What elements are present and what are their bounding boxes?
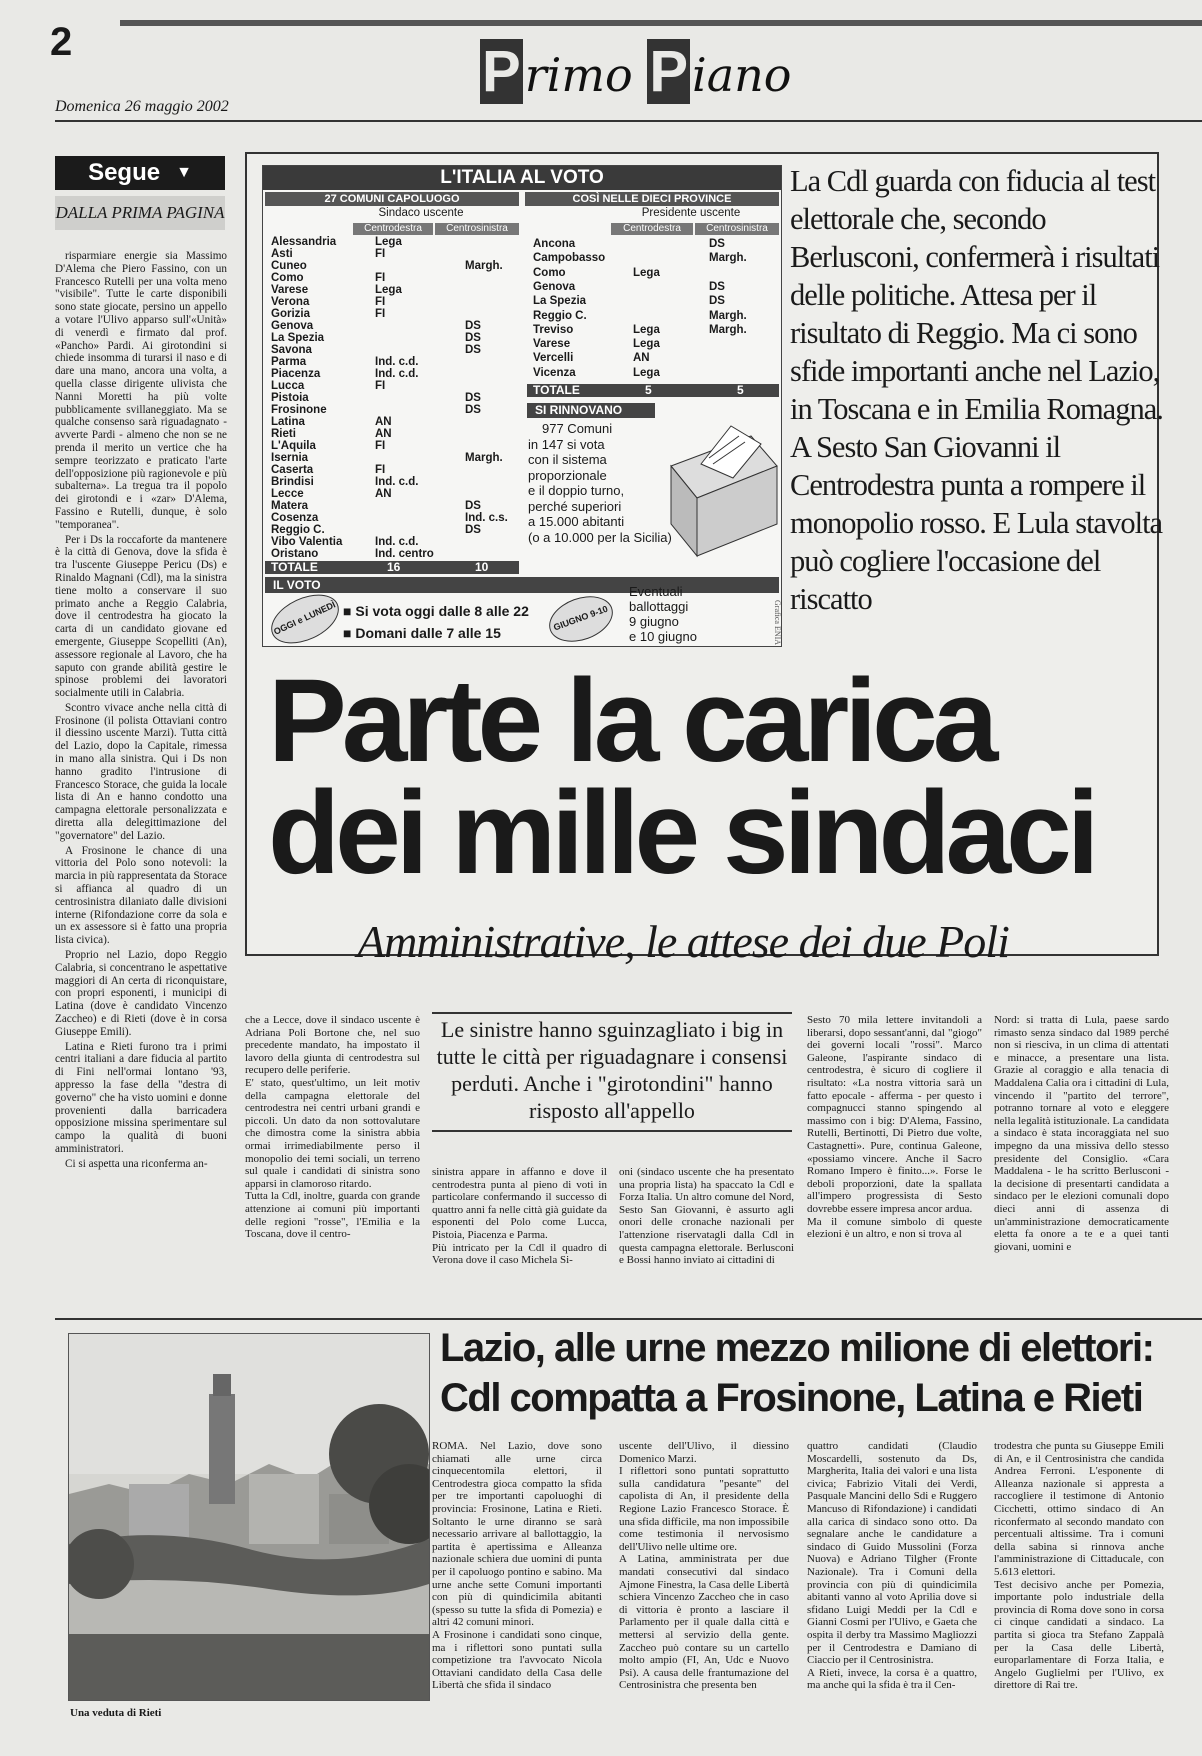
sidebar-paragraph: Latina e Rieti furono tra i primi centri italiani a dare fiducia al partito di Fini nell'ormai lontano '93, appresso la fase della "destra di governo" che ha visto uomini e donne provenienti dalla barricadera opposizione missina sperimentare sul campo la qualità di buoni amministratori. [55,1040,227,1155]
bottom-headline [440,1323,1180,1423]
article-column-2: sinistra appare in affanno e dove il centrodestra punta al pieno di voti in particolare confermando il successo di quattro anni fa nelle città già guidate da esponenti del Polo come Lucca, Pistoia, Piacenza e Parma. Più intricato per la Cdl il quadro di Verona dove il caso Michela Si- [432,1166,607,1267]
capoluogo-row [271,345,519,356]
capoluogo-city: Pistoia [271,392,309,404]
capoluogo-row [271,513,519,524]
capoluogo-row [271,477,519,488]
section-initial-1: P [482,39,521,104]
ballot-box-icon [661,406,779,566]
vote-today: ■ Si vota oggi dalle 8 alle 22 [343,603,529,619]
sidebar-paragraph: risparmiare energie sia Massimo D'Alema che Piero Fassino, con un Francesco Rutelli per una volta meno "visibile". Tutte le carte disponibili sono state giocate, persino un appello a votare l'Ulivo apparso sull'«Unità» di venerdì e firmato dal prof. «Pancho» Pardi. Ai girotondini si chiede insomma di turarsi il naso e di dare una mano, ancora una volta, a quella classe dirigente ulivista che Nanni Moretti ha più volte pubblicamente svillaneggiato. Ma se qualche consenso sarà riguadagnato - avverte Pardi - almeno che non se ne prenda il merito un vertice che ha sempre teorizzato e praticato l'arte dell'opposizione più ragionevole e più subalterna». La tregua tra il popolo dei girotondi e i «zar» D'Alema, Fassino e Rutelli, dunque, è solo "temporanea". [55,250,227,531]
sidebar-paragraph: Proprio nel Lazio, dopo Reggio Calabria, si concentrano le aspettative maggiori di An certa di riconquistare, con propri esponenti, i municipi di Latina (dove è candidato Vincenzo Zaccheo) e di Rieti (dove è in corsa Giuseppe Emili). [55,949,227,1038]
province-prov: Vicenza [533,366,576,379]
province-row [533,239,779,250]
capoluogo-sub: Sindaco uscente [378,207,464,219]
article-column-1: che a Lecce, dove il sindaco uscente è Adriana Poli Bortone che, nel suo precedente mandato, ha impostato il lavoro della giunta di centrodestra sul recupero delle periferie. E' stato, quest'ultimo, un leit motiv della campagna elettorale del centrodestra nei centri urbani grandi e piccoli. Un dato da non sottovalutare che dimostra come la sinistra abbia ormai irrimediabilmente perso il monopolio dei temi sociali, un terreno sul quale i candidati di sinistra sono apparsi in clamoroso ritardo. Tutta la Cdl, inoltre, guarda con grande attenzione ai comuni più importanti delle regioni "rosse", l'Emilia e la Toscana, dove il centro- [245,1014,420,1241]
sidebar-article [55,250,227,1275]
capoluogo-cd: Ind. c.d. [375,476,419,488]
rinnovano-line: a 15.000 abitanti [528,514,625,529]
province-row [533,311,779,322]
segue-banner [55,156,225,190]
province-cs: DS [709,280,725,293]
capoluogo-row [271,297,519,308]
capoluogo-city: Lecce [271,488,304,500]
il-voto-header: IL VOTO [265,577,779,593]
rinnovano-line: 977 Comuni [542,421,613,436]
province-cd: Lega [633,323,660,336]
triangle-down-icon: ▼ [176,164,192,181]
province-prov: Genova [533,280,576,293]
province-row [533,325,779,336]
capoluogo-city: Verona [271,296,310,308]
rieti-photo-image [69,1334,429,1700]
capoluogo-row [271,537,519,548]
capoluogo-city: Savona [271,344,312,356]
capoluogo-cs: DS [465,344,481,356]
capoluogo-city: Como [271,272,304,284]
province-prov: Vercelli [533,352,574,365]
capoluogo-city: Cuneo [271,260,307,272]
province-row [533,296,779,307]
dalla-prima-label: DALLA PRIMA PAGINA [55,196,225,230]
capoluogo-header: 27 COMUNI CAPOLUOGO [265,192,519,206]
section-rest-1: rimo [524,48,648,102]
ballottaggi-line: Eventuali [629,584,683,599]
capoluogo-cd: FI [375,308,386,320]
province-header: COSÌ NELLE DIECI PROVINCE [525,192,779,206]
capoluogo-cd: Lega [375,236,402,248]
capoluogo-city: Brindisi [271,476,314,488]
headline-line-1: Parte la carica [268,655,994,787]
issue-date: Domenica 26 maggio 2002 [55,98,229,115]
capoluogo-cd: Ind. centro [375,548,434,560]
bottom-column-4: trodestra che punta su Giuseppe Emili di An, e il Centrosinistra che candida Andrea Ferroni. L'esponente di Alleanza nazionale si appresta a raccogliere il testimone di Antonio Cicchetti, ottimo sindaco di An riconfermato al secondo mandato con percentuali altissime. Tra i comuni della sabina si rinnova anche l'amministrazione di Cittaducale, con 5.613 elettori. Test decisivo anche per Pomezia, importante polo industriale della provincia di Roma dove sono in corsa ci cinque candidati a sindaco. La partita si gioca tra Stefano Zappalà per la Casa delle Libertà, europarlamentare di Forza Italia, e Angelo Guglielmi per l'Ulivo, ex direttore di Rai tre. [994,1440,1164,1692]
capoluogo-cd: FI [375,248,386,260]
capoluogo-row [271,441,519,452]
capoluogo-row [271,321,519,332]
capoluogo-row [271,429,519,440]
section-title [480,38,791,105]
top-rule [120,20,1202,26]
capoluogo-cd: Ind. c.d. [375,356,419,368]
capoluogo-cs: DS [465,392,481,404]
capoluogo-row [271,285,519,296]
capoluogo-row [271,453,519,464]
capoluogo-city: Matera [271,500,309,512]
capoluogo-cs: Margh. [465,452,503,464]
main-headline [268,655,1168,899]
capoluogo-cs: Ind. c.s. [465,512,508,524]
voto-infographic [262,165,782,647]
article-column-5: Nord: si tratta di Lula, paese sardo rimasto senza sindaco dal 1989 perché non si riesciva, in un clima di attentati e minacce, a presentare una lista. Grazie al coraggio e alla tenacia di Maddalena Calia ora i cittadini di Lula, vincendo il "partito del terrore", potranno tornare al voto e eleggere nella legalità istituzionale. La candidata a sindaco è stata incoraggiata nel suo impegno da una missiva dello stesso presidente del Consiglio. «Cara Maddalena - le ha scritto Berlusconi - la decisione di presentarti candidata a sindaco per le elezioni comunali dopo dieci anni di assenza di un'amministrazione democraticamente eletta fa onore a te e a quei tanti giovani, uomini e [994,1014,1169,1253]
sidebar-paragraph: Per i Ds la roccaforte da mantenere è la città di Genova, dove la sfida è tra l'uscente Giuseppe Pericu (Ds) e Rinaldo Magnani (Cdl), ma la sinistra tiene molto a conservare il suo primato anche a Reggio Calabria, dove il centrodestra ha giocato la carta di un candidato giovane ed emergente, Giuseppe Scopelliti (An), assessore regionale al Lavoro, che ha saputo con grande abilità gestire le spinose problemi dei lavoratori socialmente utili in Calabria. [55,533,227,700]
rinnovano-line: proporzionale [528,467,607,483]
capoluogo-row [271,501,519,512]
vote-tomorrow-text: Domani dalle 7 alle 15 [355,625,501,641]
province-cs: Margh. [709,309,747,322]
province-row [533,282,779,293]
capoluogo-city: Gorizia [271,308,310,320]
bottom-column-3: quattro candidati (Claudio Moscardelli, sostenuto da Ds, Margherita, Italia dei valori e una lista civica; Fabrizio Vitali dei Verdi, Pasquale Mancini dello Sdi e Ruggero Mancuso di Rifondazione) i candidati alla carica di sindaco sono otto. Da segnalare anche le candidature a sindaco di Guido Mussolini (Forza Nuova) e Adriano Tilgher (Fronte Nazionale). Tra i Comuni della provincia con più di quindicimila abitanti vanno al voto Aprilia dove si sfidano Luigi Meddi per la Cdl e Gianni Cosmi per l'Ulivo, e Gaeta che ospita il derby tra Massimo Magliozzi per il Centrodestra e Damiano di Ciaccio per il Centrosinistra. A Rieti, invece, la corsa è a quattro, ma anche qui la sfida è tra il Cen- [807,1440,977,1692]
oggi-badge: OGGI e LUNEDÌ [263,585,346,653]
col-centrosinistra-prov: Centrosinistra [695,223,779,235]
total-cd: 5 [645,383,652,397]
capoluogo-row [271,393,519,404]
capoluogo-city: Oristano [271,548,319,560]
capoluogo-city: Lucca [271,380,305,392]
capoluogo-cd: FI [375,272,386,284]
col-centrodestra: Centrodestra [353,223,433,235]
capoluogo-cd: AN [375,488,392,500]
province-cd: Lega [633,266,660,279]
province-prov: Ancona [533,238,576,250]
capoluogo-cd: Lega [375,284,402,296]
total-label: TOTALE [533,383,580,397]
capoluogo-city: Asti [271,248,293,260]
infographic-title: L'ITALIA AL VOTO [263,166,781,190]
bottom-headline-line-2: Cdl compatta a Frosinone, Latina e Rieti [440,1376,1143,1420]
capoluogo-row [271,309,519,320]
vote-today-text: Si vota oggi dalle 8 alle 22 [355,603,529,619]
quote-rule-top [432,1012,792,1014]
capoluogo-cd: Ind. c.d. [375,536,419,548]
capoluogo-row [271,249,519,260]
capoluogo-cs: DS [465,404,481,416]
capoluogo-city: Alessandria [271,236,337,248]
ballottaggi [629,584,697,644]
capoluogo-city: Rieti [271,428,296,440]
article-column-4: Sesto 70 mila lettere invitandoli a liberarsi, dopo sessant'anni, dal "giogo" dei governi locali "rossi". Marco Galeone, l'aspirante sindaco di centrodestra, è sicuro di cogliere il risultato: «La nostra vittoria sarà un fatto epocale - afferma - per questo i compagnucci stanno spingendo al massimo con i big: D'Alema, Fassino, Rutelli, Bertinotti, Di Pietro due volte, Castagnetti». Pure, continua Galeone, «possiamo vincere. Anche il Sacro Romano Impero è finito...». Forse le deboli proporzioni, date la spallata all'impero progressista di Sesto dovrebbe essere impresa ancor ardua. Ma il comune simbolo di queste elezioni è un altro, e non si trova al [807,1014,982,1241]
province-prov: Reggio C. [533,309,587,322]
bottom-headline-line-1: Lazio, alle urne mezzo milione di elettori: [440,1326,1154,1370]
rinnovano-line: (o a 10.000 per la Sicilia) [528,529,672,545]
page-number: 2 [50,20,73,64]
capoluogo-cs: DS [465,332,481,344]
total-cs: 5 [737,383,744,397]
capoluogo-city: Vibo Valentia [271,536,343,548]
province-prov: Como [533,266,566,279]
province-prov: Varese [533,338,571,351]
rinnovano-line: con il sistema [528,452,607,467]
rinnovano-line: e il doppio turno, [528,483,625,498]
capoluogo-row [271,369,519,380]
province-prov: Campobasso [533,252,606,265]
rinnovano-line: in 147 si vota [528,436,605,452]
capoluogo-total [265,561,519,574]
capoluogo-row [271,525,519,536]
province-row [533,368,779,379]
province-cd: Lega [633,366,660,379]
bottom-column-1: ROMA. Nel Lazio, dove sono chiamati alle urne circa cinquecentomila elettori, il Centrodestra gioca compatto la sfida per tre importanti capoluoghi di provincia: Frosinone, Latina e Rieti. Soltanto le urne diranno se sarà necessario arrivare al ballottaggio, la partita è apertissima e Alleanza nazionale schiera due uomini di punta per il capoluogo pontino e sabino. Ma urne anche sette Comuni importanti con più di quindicimila abitanti (spesso su tutte la sfida di Pomezia) e altri 42 comuni minori. A Frosinone i candidati sono cinque, ma i riflettori sono puntati sulla competizione tra l'avvocato Nicola Ottaviani candidato della Casa delle Libertà che sfida il sindaco [432,1440,602,1692]
capoluogo-city: Caserta [271,464,314,476]
province-prov: La Spezia [533,295,587,308]
giugno-badge: GIUGNO 9-10 [543,588,619,650]
capoluogo-city: Parma [271,356,307,368]
capoluogo-row [271,549,519,560]
capoluogo-city: La Spezia [271,332,325,344]
section-rest-2: iano [692,48,792,102]
col-centrosinistra: Centrosinistra [435,223,519,235]
rieti-photo [68,1333,430,1701]
section-initial-2: P [649,39,689,104]
sidebar-paragraph: Scontro vivace anche nella città di Frosinone (il polista Ottaviani contro il diessino uscente Marzi). Tutta città del Lazio, dopo la Capitale, rimessa in mano alla sinistra. Qui i Ds non hanno gradito l'intrusione di Francesco Storace, che guida la locale lista di An e hanno condotto una campagna elettorale personalizzata e diretta alla delegittimazione del "governatore" del Lazio. [55,701,227,842]
quote-rule-bottom [432,1130,792,1132]
capoluogo-city: Latina [271,416,305,428]
capoluogo-row [271,381,519,392]
sidebar-paragraph: Ci si aspetta una riconferma an- [65,1157,208,1170]
capoluogo-row [271,357,519,368]
total-cs: 10 [475,560,489,574]
graphic-credit: Grafica ENIA [773,600,782,646]
date-rule [55,120,1202,122]
province-cs: Margh. [709,252,747,265]
capoluogo-cs: DS [465,320,481,332]
capoluogo-city: Genova [271,320,314,332]
capoluogo-row [271,405,519,416]
capoluogo-cd: FI [375,440,386,452]
province-row [533,268,779,279]
capoluogo-row [271,465,519,476]
capoluogo-cd: FI [375,464,386,476]
headline-line-2: dei mille sindaci [268,767,1095,899]
province-cs: DS [709,295,725,308]
province-row [533,353,779,364]
capoluogo-row [271,237,519,248]
capoluogo-cd: FI [375,380,386,392]
capoluogo-city: Varese [271,284,309,296]
capoluogo-cd: FI [375,296,386,308]
capoluogo-row [271,333,519,344]
vote-tomorrow: ■ Domani dalle 7 alle 15 [343,625,501,641]
segue-label: Segue [88,159,161,186]
province-cs: Margh. [709,323,747,336]
capoluogo-city: Piacenza [271,368,321,380]
capoluogo-cs: DS [465,500,481,512]
capoluogo-row [271,417,519,428]
capoluogo-row [271,489,519,500]
photo-caption: Una veduta di Rieti [70,1707,162,1719]
province-sub: Presidente uscente [641,207,741,219]
capoluogo-row [271,261,519,272]
capoluogo-city: Cosenza [271,512,319,524]
total-label: TOTALE [271,560,318,574]
ballottaggi-line: ballottaggi [629,599,689,614]
pull-quote: Le sinistre hanno sguinzagliato i big in tutte le città per riguadagnare i consensi perduti. Anche i "girotondini" hanno risposto all'appello [436,1017,788,1123]
capoluogo-cd: Ind. c.d. [375,368,419,380]
bottom-column-2: uscente dell'Ulivo, il diessino Domenico Marzi. I riflettori sono puntati soprattutto sulla candidatura "pesante" del capolista di An, il presidente della Regione Lazio Francesco Storace. È una sfida difficile, ma non impossibile come testimonia il nervosismo dell'Ulivo nelle ultime ore. A Latina, amministrata per due mandati consecutivi dal sindaco Ajmone Finestra, la Casa delle Libertà schiera Vincenzo Zaccheo che in caso di vittoria è pronto a lasciare il Parlamento per il quale dalla città e mettersi al servizio della gente. Zaccheo può contare su un cartello molto ampio (FI, An, Udc e Nuovo Psi). A causa delle frantumazione del Centrosinistra che presenta ben [619,1440,789,1692]
province-prov: Treviso [533,323,574,336]
capoluogo-city: Isernia [271,452,309,464]
capoluogo-cd: AN [375,428,392,440]
capoluogo-city: L'Aquila [271,440,316,452]
sidehead: La Cdl guarda con fiducia al test elettorale che, secondo Berlusconi, confermerà i risultati delle politiche. Attesa per il risultato di Reggio. Ma ci sono sfide importanti anche nel Lazio, in Toscana e in Emilia Romagna. A Sesto San Giovanni il Centrodestra punta a rompere il monopolio rosso. E Lula stavolta può cogliere l'occasione del riscatto [790,164,1163,616]
sidebar-paragraph: A Frosinone le chance di una vittoria del Polo sono notevoli: la marcia in più rappresentata da Storace si affianca al quadro di un centrosinistra dilaniato dalle divisioni interne (Rifondazione corre da sola e un ex assessore si è fatto una propria lista civica). [55,844,227,947]
ballottaggi-line: e 10 giugno [629,629,697,644]
province-row [533,253,779,264]
capoluogo-city: Frosinone [271,404,327,416]
capoluogo-cs: DS [465,524,481,536]
main-subhead: Amministrative, le attese dei due Poli [357,916,1009,967]
rinnovano-line: perché superiori [528,498,622,514]
total-cd: 16 [387,560,401,574]
capoluogo-cs: Margh. [465,260,503,272]
province-row [533,339,779,350]
province-cs: DS [709,238,725,250]
ballottaggi-line: 9 giugno [629,614,679,629]
province-cd: AN [633,352,650,365]
capoluogo-cd: AN [375,416,392,428]
capoluogo-row [271,273,519,284]
article-column-3: oni (sindaco uscente che ha presentato una propria lista) ha spaccato la Cdl e Forza Italia. Un altro comune del Nord, Sesto San Giovanni, è assurto agli onori delle cronache nazionali per l'attenzione riservatagli dalla Cdl in questa campagna elettorale. Berlusconi e Bossi hanno inviato ai cittadini di [619,1166,794,1267]
province-total [527,384,779,397]
capoluogo-city: Reggio C. [271,524,325,536]
rinnovano-header: SI RINNOVANO [527,403,655,418]
province-cd: Lega [633,338,660,351]
col-centrodestra-prov: Centrodestra [611,223,693,235]
